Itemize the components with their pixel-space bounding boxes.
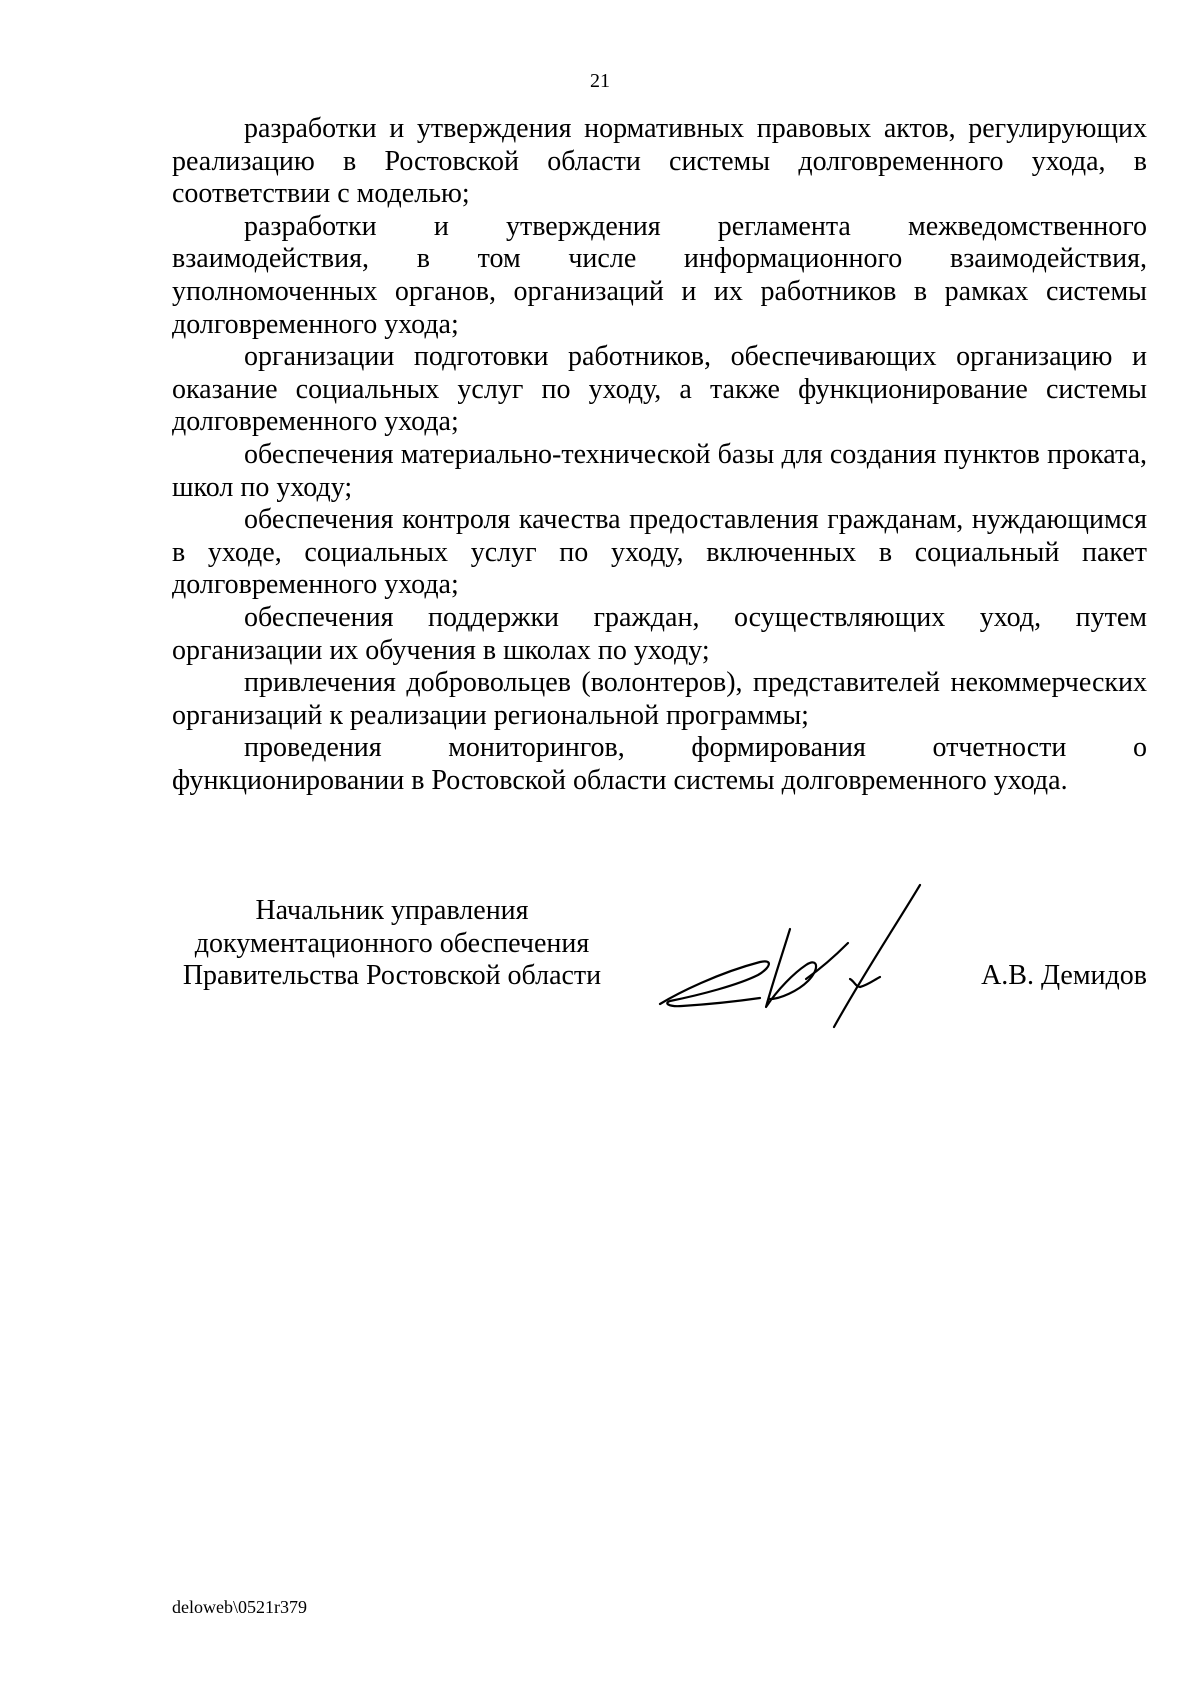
signatory-name: А.В. Демидов (981, 960, 1147, 991)
document-code: deloweb\0521r379 (172, 1597, 307, 1617)
paragraph: разработки и утверждения регламента межведомственного взаимодействия, в том числе информационного взаимодействия, уполномоченных органов, организаций и их работников в рамках системы долговременного ухода; (172, 210, 1147, 340)
handwritten-signature (648, 877, 938, 1037)
signature-block (172, 895, 1147, 1045)
paragraph: обеспечения поддержки граждан, осуществляющих уход, путем организации их обучения в школах по уходу; (172, 601, 1147, 666)
paragraph: обеспечения материально-технической базы для создания пунктов проката, школ по уходу; (172, 438, 1147, 503)
signatory-title-line: документационного обеспечения (194, 927, 590, 959)
page-number: 21 (590, 70, 610, 92)
signatory-title-line: Начальник управления (255, 895, 529, 926)
paragraph: разработки и утверждения нормативных правовых актов, регулирующих реализацию в Ростовской области системы долговременного ухода, в соответствии с моделью; (172, 113, 1147, 210)
paragraph: обеспечения контроля качества предоставления гражданам, нуждающимся в уходе, социальных услуг по уходу, включенных в социальный пакет долговременного ухода; (172, 504, 1147, 601)
paragraph: привлечения добровольцев (волонтеров), представителей некоммерческих организаций к реализации региональной программы; (172, 667, 1147, 731)
signatory-title-line: Правительства Ростовской области (182, 960, 602, 992)
paragraph: проведения мониторингов, формирования отчетности о функционировании в Ростовской области системы долговременного ухода. (172, 732, 1147, 796)
document-body (172, 113, 1147, 797)
signatory-title (172, 895, 612, 993)
paragraph: организации подготовки работников, обеспечивающих организацию и оказание социальных услуг по уходу, а также функционирование системы долговременного ухода; (172, 341, 1147, 438)
